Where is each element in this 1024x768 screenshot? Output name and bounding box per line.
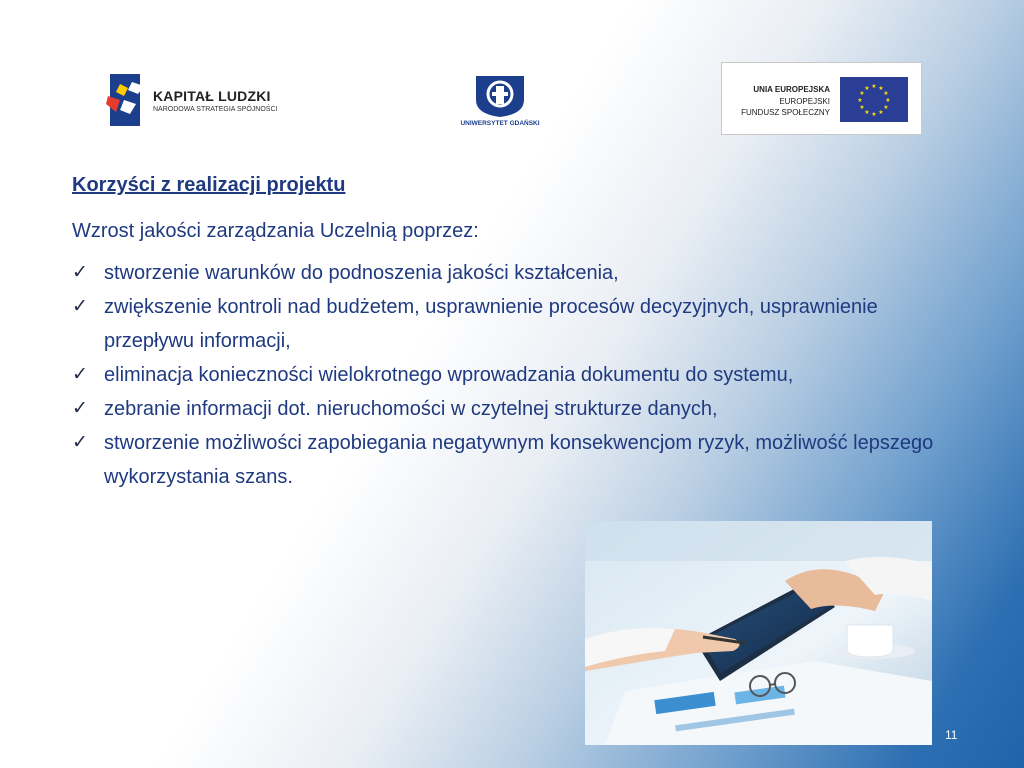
checkmark-icon: ✓ — [72, 364, 88, 385]
checkmark-icon: ✓ — [72, 262, 88, 283]
list-item — [72, 426, 952, 494]
checkmark-icon: ✓ — [72, 398, 88, 419]
kapital-ludzki-subtitle: NARODOWA STRATEGIA SPÓJNOŚCI — [153, 106, 278, 113]
list-item-text: stworzenie warunków do podnoszenia jakości kształcenia, — [104, 262, 619, 284]
svg-text:★: ★ — [883, 90, 889, 97]
svg-text:★: ★ — [878, 85, 884, 92]
eu-union-label: UNIA EUROPEJSKA — [753, 85, 830, 94]
list-item-text: eliminacja konieczności wielokrotnego wprowadzania dokumentu do systemu, — [104, 364, 794, 386]
eu-logo — [721, 62, 922, 135]
svg-text:★: ★ — [864, 109, 870, 116]
list-item-text: zebranie informacji dot. nieruchomości w czytelnej strukturze danych, — [104, 398, 718, 420]
university-emblem-icon — [472, 72, 528, 118]
svg-text:★: ★ — [878, 109, 884, 116]
eu-fund-label-1: EUROPEJSKI — [779, 97, 830, 106]
slide-intro: Wzrost jakości zarządzania Uczelnią poprzez: — [72, 220, 479, 242]
checkmark-icon: ✓ — [72, 432, 88, 453]
svg-text:★: ★ — [885, 97, 891, 104]
list-item-text: stworzenie możliwości zapobiegania negatywnym konsekwencjom ryzyk, możliwość lepszego wykorzystania szans. — [104, 432, 934, 488]
kapital-ludzki-title: KAPITAŁ LUDZKI — [153, 88, 271, 104]
university-name: UNIWERSYTET GDAŃSKI — [460, 120, 540, 127]
svg-text:★: ★ — [857, 97, 863, 104]
checkmark-icon: ✓ — [72, 296, 88, 317]
svg-text:★: ★ — [859, 104, 865, 111]
svg-text:★: ★ — [871, 83, 877, 90]
eu-flag-icon — [840, 77, 908, 122]
page-number: 11 — [945, 728, 958, 742]
slide-heading: Korzyści z realizacji projektu — [72, 174, 346, 196]
list-item — [72, 290, 952, 358]
svg-text:★: ★ — [859, 90, 865, 97]
benefits-list — [72, 256, 952, 494]
eu-fund-label-2: FUNDUSZ SPOŁECZNY — [741, 108, 830, 117]
svg-text:★: ★ — [864, 85, 870, 92]
svg-text:★: ★ — [871, 111, 877, 118]
list-item — [72, 392, 952, 426]
kapital-ludzki-emblem-icon — [106, 70, 150, 130]
list-item — [72, 256, 952, 290]
list-item-text: zwiększenie kontroli nad budżetem, usprawnienie procesów decyzyjnych, usprawnienie przepływu informacji, — [104, 296, 878, 352]
university-logo — [455, 72, 545, 134]
list-item — [72, 358, 952, 392]
svg-text:★: ★ — [883, 104, 889, 111]
kapital-ludzki-logo — [106, 70, 306, 130]
tablet-photo — [585, 521, 932, 745]
